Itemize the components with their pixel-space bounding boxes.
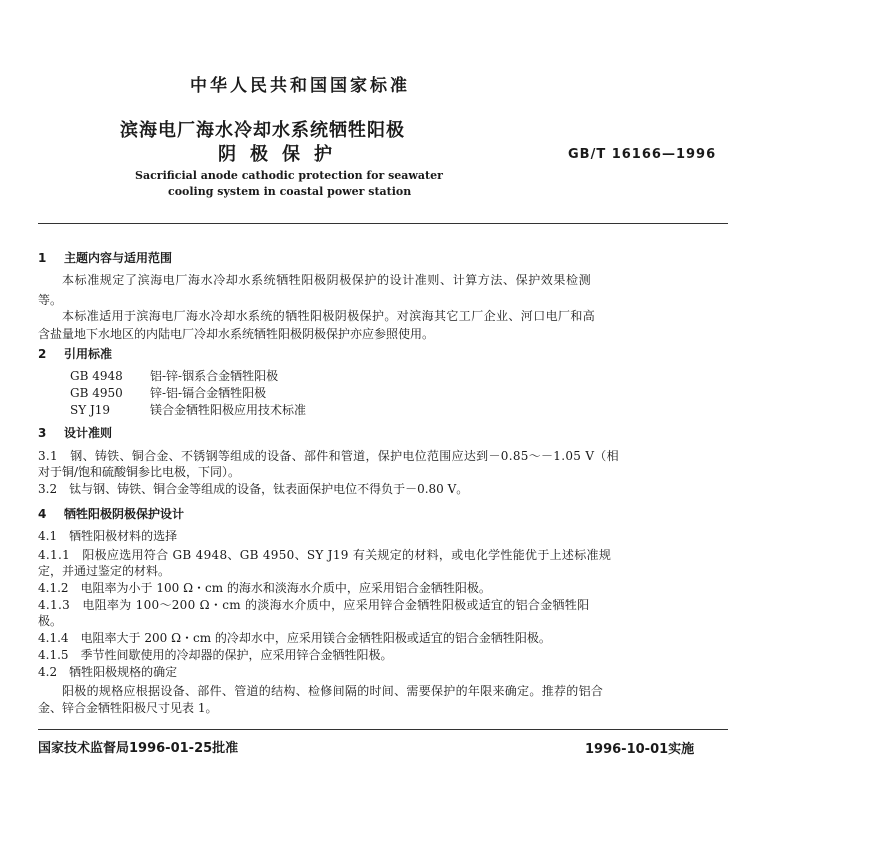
section-number: 3 <box>38 426 47 440</box>
paragraph: 本标准规定了滨海电厂海水冷却水系统牺牲阳极阴极保护的设计准则、计算方法、保护效果检测 <box>62 273 592 287</box>
clause-4-1-3: 4.1.3 电阻率为 100～200 Ω・cm 的淡海水介质中，应采用锌合金牺牲阳极或适宜的铝合金牺牲阳 <box>38 598 590 612</box>
reference-code: GB 4948 <box>70 369 123 383</box>
paragraph: 阳极的规格应根据设备、部件、管道的结构、检修间隔的时间、需要保护的年限来确定。推荐的铝合 <box>62 684 604 698</box>
section-4-heading <box>38 505 184 522</box>
reference-name: 锌-铝-镉合金牺牲阳极 <box>150 386 267 400</box>
reference-name: 铝-锌-铟系合金牺牲阳极 <box>150 369 279 383</box>
clause-4-1-1-cont: 定，并通过鉴定的材料。 <box>38 564 171 578</box>
section-title: 引用标准 <box>64 347 113 361</box>
paragraph: 含盐量地下水地区的内陆电厂冷却水系统牺牲阳极阴极保护亦应参照使用。 <box>38 327 435 341</box>
paragraph: 金、锌合金牺牲阳极尺寸见表 1。 <box>38 701 218 715</box>
national-standard-header: 中华人民共和国国家标准 <box>190 76 410 96</box>
section-1-heading <box>38 249 172 266</box>
reference-item <box>70 367 278 384</box>
section-2-heading <box>38 345 112 362</box>
document-title-line2: 阴极保护 <box>218 144 346 165</box>
section-number: 2 <box>38 347 47 361</box>
header-divider <box>38 223 728 224</box>
approval-date: 国家技术监督局1996-01-25批准 <box>38 741 239 756</box>
reference-name: 镁合金牺牲阳极应用技术标准 <box>150 403 307 417</box>
paragraph: 等。 <box>38 293 63 307</box>
english-title-line2: cooling system in coastal power station <box>168 185 412 198</box>
reference-item <box>70 401 306 418</box>
reference-item <box>70 384 266 401</box>
footer-divider <box>38 729 728 730</box>
clause-4-2: 4.2 牺牲阳极规格的确定 <box>38 665 178 679</box>
section-title: 主题内容与适用范围 <box>64 251 173 265</box>
paragraph: 本标准适用于滨海电厂海水冷却水系统的牺牲阳极阴极保护。对滨海其它工厂企业、河口电厂和高 <box>62 309 596 323</box>
standard-number: GB/T 16166—1996 <box>568 147 717 162</box>
section-title: 牺牲阳极阴极保护设计 <box>64 507 185 521</box>
clause-4-1-4: 4.1.4 电阻率大于 200 Ω・cm 的冷却水中，应采用镁合金牺牲阳极或适宜的铝合金牺牲阳极。 <box>38 631 551 645</box>
english-title-line1: Sacrificial anode cathodic protection for seawater <box>135 169 443 182</box>
clause-4-1-3-cont: 极。 <box>38 614 63 628</box>
section-number: 1 <box>38 251 47 265</box>
clause-4-1: 4.1 牺牲阳极材料的选择 <box>38 529 178 543</box>
effective-date: 1996-10-01实施 <box>585 742 695 757</box>
clause-4-1-2: 4.1.2 电阻率为小于 100 Ω・cm 的海水和淡海水介质中，应采用铝合金牺牲阳极。 <box>38 581 491 595</box>
section-number: 4 <box>38 507 47 521</box>
reference-code: SY J19 <box>70 403 111 417</box>
reference-code: GB 4950 <box>70 386 123 400</box>
clause-4-1-5: 4.1.5 季节性间歇使用的冷却器的保护，应采用锌合金牺牲阳极。 <box>38 648 393 662</box>
clause-3-1-cont: 对于铜/饱和硫酸铜参比电极，下同）。 <box>38 465 241 479</box>
section-3-heading <box>38 424 112 441</box>
clause-3-2: 3.2 钛与钢、铸铁、铜合金等组成的设备，钛表面保护电位不得负于－0.80 V。 <box>38 482 469 496</box>
section-title: 设计准则 <box>64 426 113 440</box>
clause-4-1-1: 4.1.1 阳极应选用符合 GB 4948、GB 4950、SY J19 有关规定的材料，或电化学性能优于上述标准规 <box>38 548 612 562</box>
clause-3-1: 3.1 钢、铸铁、铜合金、不锈钢等组成的设备、部件和管道，保护电位范围应达到－0.85～－1.05 V（相 <box>38 449 619 463</box>
document-title-line1: 滨海电厂海水冷却水系统牺牲阳极 <box>120 120 405 141</box>
